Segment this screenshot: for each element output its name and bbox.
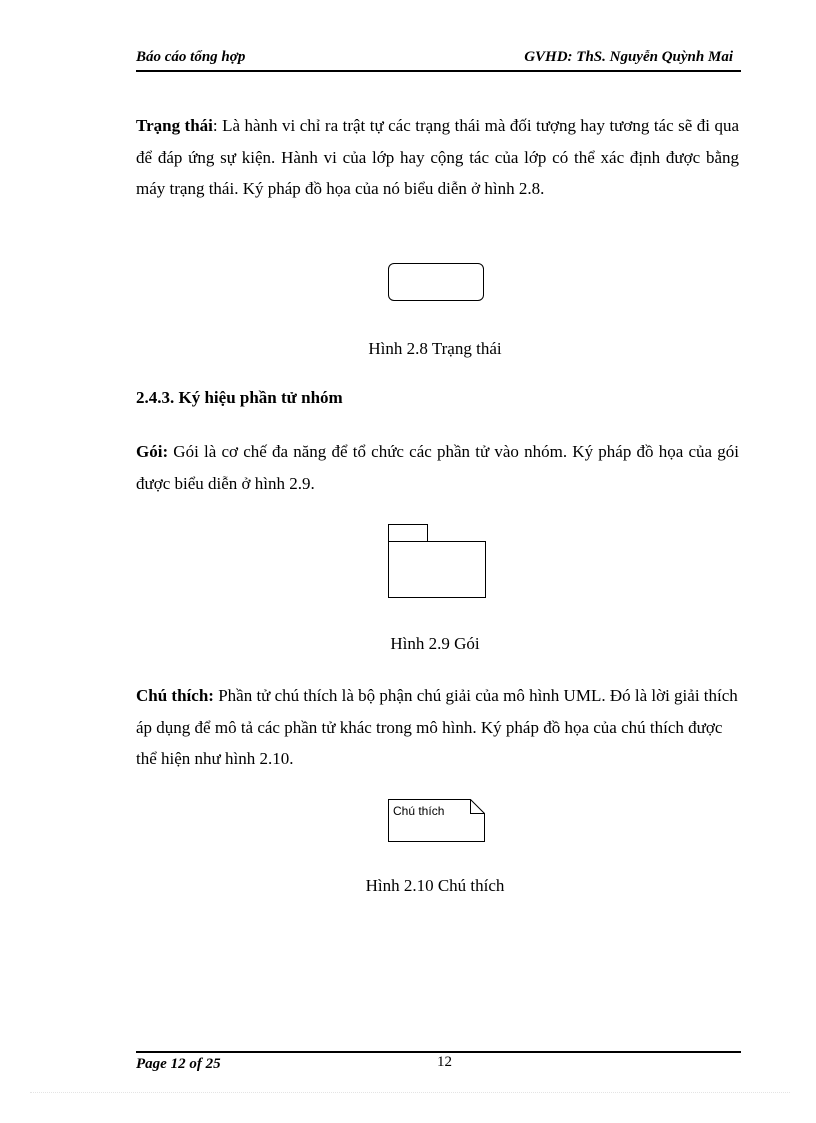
package-symbol-tab xyxy=(388,524,428,542)
header-supervisor: GVHD: ThS. Nguyễn Quỳnh Mai xyxy=(524,49,733,65)
text-package: Gói là cơ chế đa năng để tổ chức các phần tử vào nhóm. Ký pháp đồ họa của gói được biểu diễn ở hình 2.9. xyxy=(136,442,739,493)
caption-figure-2-10: Hình 2.10 Chú thích xyxy=(365,876,505,895)
footer-rule xyxy=(136,1051,741,1053)
text-state: : Là hành vi chỉ ra trật tự các trạng thái mà đối tượng hay tương tác sẽ đi qua để đáp ứng sự kiện. Hành vi của lớp hay cộng tác của lớp có thể xác định được bằng máy trạng thái. Ký pháp đồ họa của nó biểu diễn ở hình 2.8. xyxy=(136,116,739,198)
caption-figure-2-8: Hình 2.8 Trạng thái xyxy=(368,339,502,358)
caption-figure-2-9: Hình 2.9 Gói xyxy=(390,634,480,653)
footer-page-number: 12 xyxy=(437,1054,452,1070)
paragraph-note xyxy=(136,680,739,775)
page-header xyxy=(136,49,741,69)
paragraph-state xyxy=(136,110,739,205)
paragraph-package xyxy=(136,436,739,499)
term-state: Trạng thái xyxy=(136,116,213,135)
page-bottom-dotted-edge xyxy=(30,1092,790,1093)
header-report-title: Báo cáo tổng hợp xyxy=(136,49,246,65)
term-note: Chú thích: xyxy=(136,686,214,705)
term-package: Gói: xyxy=(136,442,169,461)
footer-page-label: Page 12 of 25 xyxy=(136,1056,221,1072)
state-symbol-figure xyxy=(388,263,484,301)
package-symbol-body xyxy=(388,541,486,598)
header-rule xyxy=(136,70,741,72)
section-heading-2-4-3: 2.4.3. Ký hiệu phần tử nhóm xyxy=(136,388,343,407)
text-note: Phần tử chú thích là bộ phận chú giải của mô hình UML. Đó là lời giải thích áp dụng để mô tả các phần tử khác trong mô hình. Ký pháp đồ họa của chú thích được thể hiện như hình 2.10. xyxy=(136,686,738,768)
note-symbol-label: Chú thích xyxy=(393,804,445,818)
